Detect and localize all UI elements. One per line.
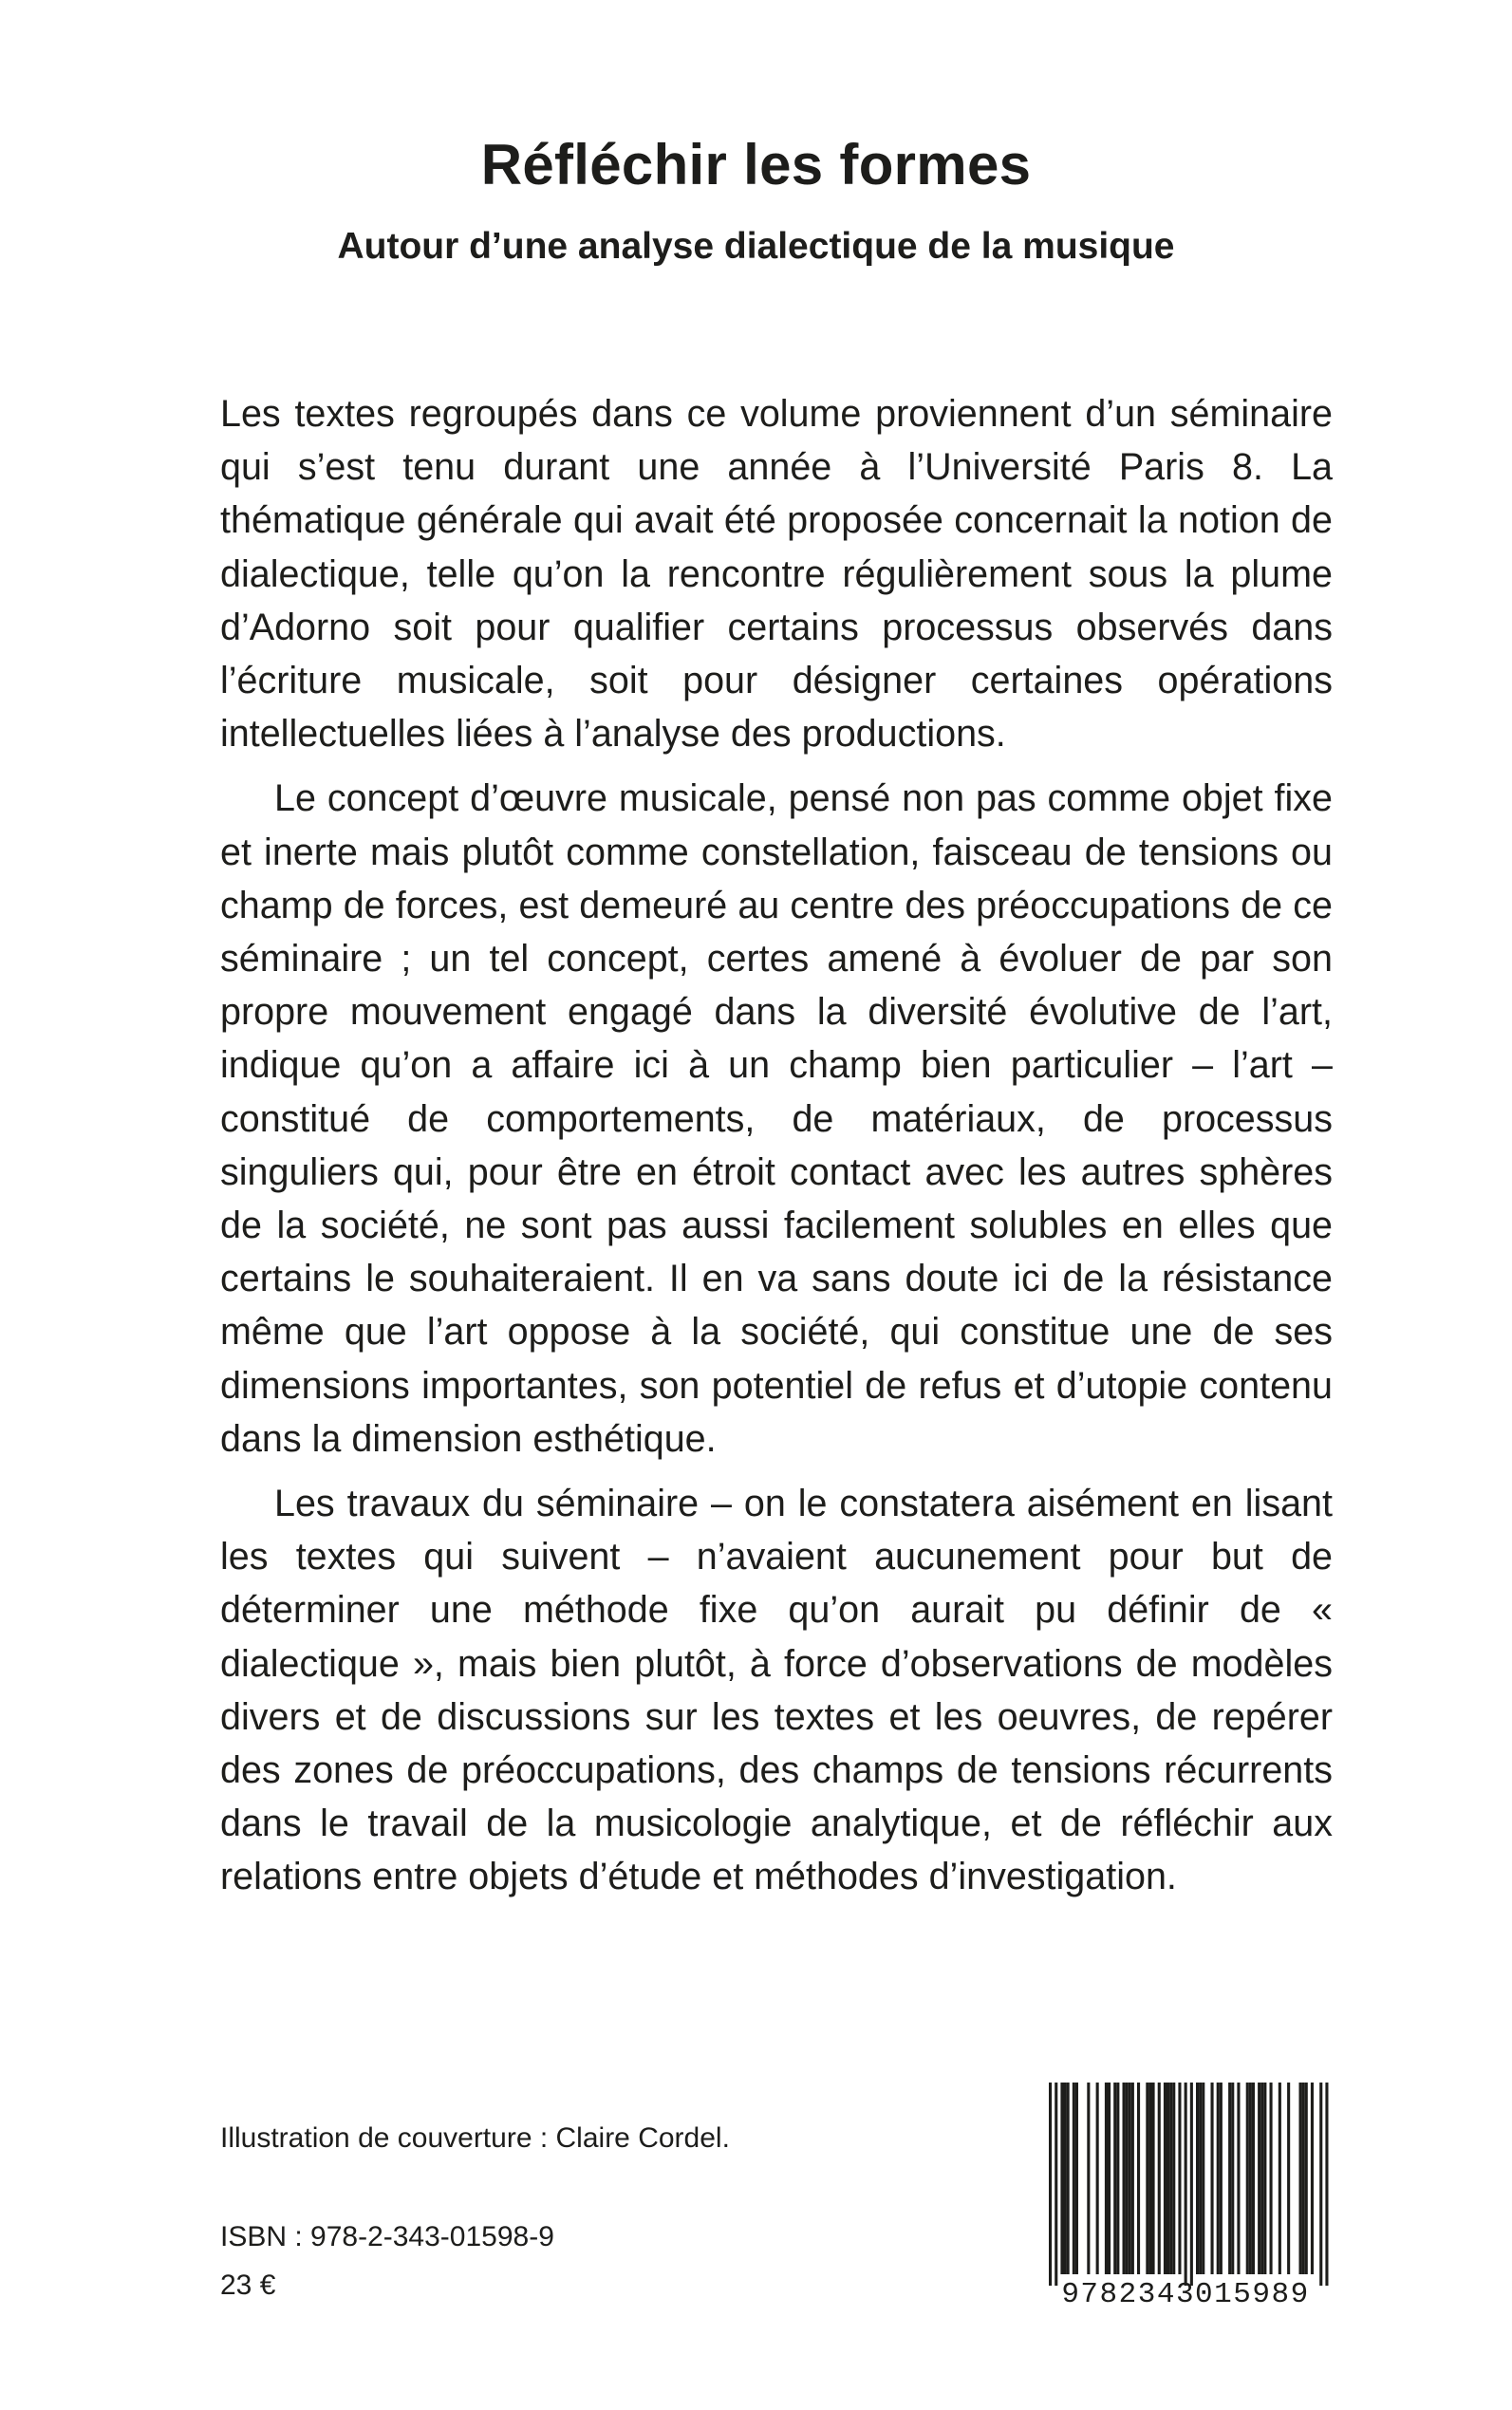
barcode-bar (1105, 2083, 1108, 2274)
barcode-bar (1199, 2083, 1202, 2274)
barcode-bar (1211, 2083, 1214, 2274)
barcode-bar (1116, 2083, 1119, 2274)
book-title: Réfléchir les formes (480, 133, 1032, 196)
barcode-bar (1129, 2083, 1131, 2274)
barcode-bar (1108, 2083, 1111, 2274)
barcode-bar (1258, 2083, 1260, 2274)
blurb-paragraph: Les travaux du séminaire – on le constatera aisément en lisant les textes qui suivent – n’avaient aucunement pour but de déterminer une méthode fixe qu’on aurait pu définir de « dialectique », mais bien plutôt, à force d’observations de modèles divers et de discussions sur les textes et les oeuvres, de repérer des zones de préoccupations, des champs de tensions récurrents dans le travail de la musicologie analytique, et de réfléchir aux relations entre objets d’étude et méthodes d’investigation. (220, 1483, 1333, 1898)
barcode-bar (1287, 2083, 1290, 2274)
illustration-credit: Illustration de couverture : Claire Cordel. (220, 2122, 730, 2154)
barcode-bar (1137, 2083, 1140, 2274)
barcode-bar (1260, 2083, 1263, 2274)
barcode-bar (1073, 2083, 1075, 2274)
barcode-bar (1302, 2083, 1305, 2274)
barcode-bar (1228, 2083, 1231, 2274)
blurb-paragraph: Le concept d’œuvre musicale, pensé non pas comme objet fixe et inerte mais plutôt comme constellation, faisceau de tensions ou champ de forces, est demeuré au centre des préoccupations de ce séminaire ; un tel concept, certes amené à évoluer de par son propre mouvement engagé dans la diversité évolutive de l’art, indique qu’on a affaire ici à un champ bien particulier – l’art – constitué de comportements, de matériaux, de processus singuliers qui, pour être en étroit contact avec les autres sphères de la société, ne sont pas aussi facilement solubles en elles que certains le souhaiteraient. Il en va sans doute ici de la résistance même que l’art oppose à la société, qui constitue une de ses dimensions importantes, son potentiel de refus et d’utopie contenu dans la dimension esthétique. (220, 777, 1333, 1460)
barcode-bar (1123, 2083, 1126, 2274)
barcode-bar (1299, 2083, 1302, 2274)
barcode-bar (1270, 2083, 1273, 2274)
barcode-bar (1087, 2083, 1090, 2274)
barcode-bar (1246, 2083, 1249, 2274)
barcode-bar (1305, 2083, 1308, 2274)
back-cover-blurb (220, 387, 1333, 1904)
barcode-bar (1096, 2083, 1099, 2274)
barcode-bar (1169, 2083, 1172, 2274)
barcode-bar (1178, 2083, 1181, 2274)
barcode-bar (1249, 2083, 1252, 2274)
barcode-bar (1263, 2083, 1266, 2274)
barcode-bar (1055, 2083, 1057, 2286)
barcode-bar (1190, 2083, 1193, 2286)
barcode-bar (1172, 2083, 1175, 2274)
barcode-bar (1319, 2083, 1322, 2286)
barcode-bar (1113, 2083, 1116, 2274)
barcode-bar (1067, 2083, 1070, 2274)
barcode-bar (1167, 2083, 1169, 2274)
barcode-bar (1131, 2083, 1134, 2274)
barcode-bar (1325, 2083, 1328, 2286)
barcode-bar (1152, 2083, 1155, 2274)
barcode-bar (1164, 2083, 1167, 2274)
isbn-number: ISBN : 978-2-343-01598-9 (220, 2221, 554, 2252)
barcode-bar (1279, 2083, 1281, 2274)
barcode-bar (1217, 2083, 1220, 2274)
barcode-bar (1146, 2083, 1148, 2274)
barcode-bar (1196, 2083, 1199, 2274)
barcode-digits: 9782343015989 (1061, 2278, 1310, 2311)
barcode-bar (1126, 2083, 1129, 2274)
price-label: 23 € (220, 2270, 276, 2301)
barcode-bar (1202, 2083, 1204, 2274)
isbn-barcode (1037, 2083, 1334, 2324)
barcode-bar (1311, 2083, 1314, 2274)
book-subtitle: Autour d’une analyse dialectique de la musique (337, 226, 1175, 267)
barcode-bar (1064, 2083, 1067, 2274)
barcode-bar (1060, 2083, 1063, 2274)
barcode-bar (1148, 2083, 1151, 2274)
blurb-paragraph: Les textes regroupés dans ce volume proviennent d’un séminaire qui s’est tenu durant une année à l’Université Paris 8. La thématique générale qui avait été proposée concernait la notion de dialectique, telle qu’on la rencontre régulièrement sous la plume d’Adorno soit pour qualifier certains processus observés dans l’écriture musicale, soit pour désigner certaines opérations intellectuelles liées à l’analyse des productions. (220, 393, 1333, 756)
barcode-bar (1158, 2083, 1161, 2274)
barcode-bar (1252, 2083, 1255, 2274)
barcode-bar (1220, 2083, 1223, 2274)
barcode-bar (1185, 2083, 1187, 2286)
barcode-bar (1049, 2083, 1052, 2286)
barcode-bar (1237, 2083, 1240, 2274)
barcode-bar (1231, 2083, 1234, 2274)
barcode-bar (1075, 2083, 1078, 2274)
